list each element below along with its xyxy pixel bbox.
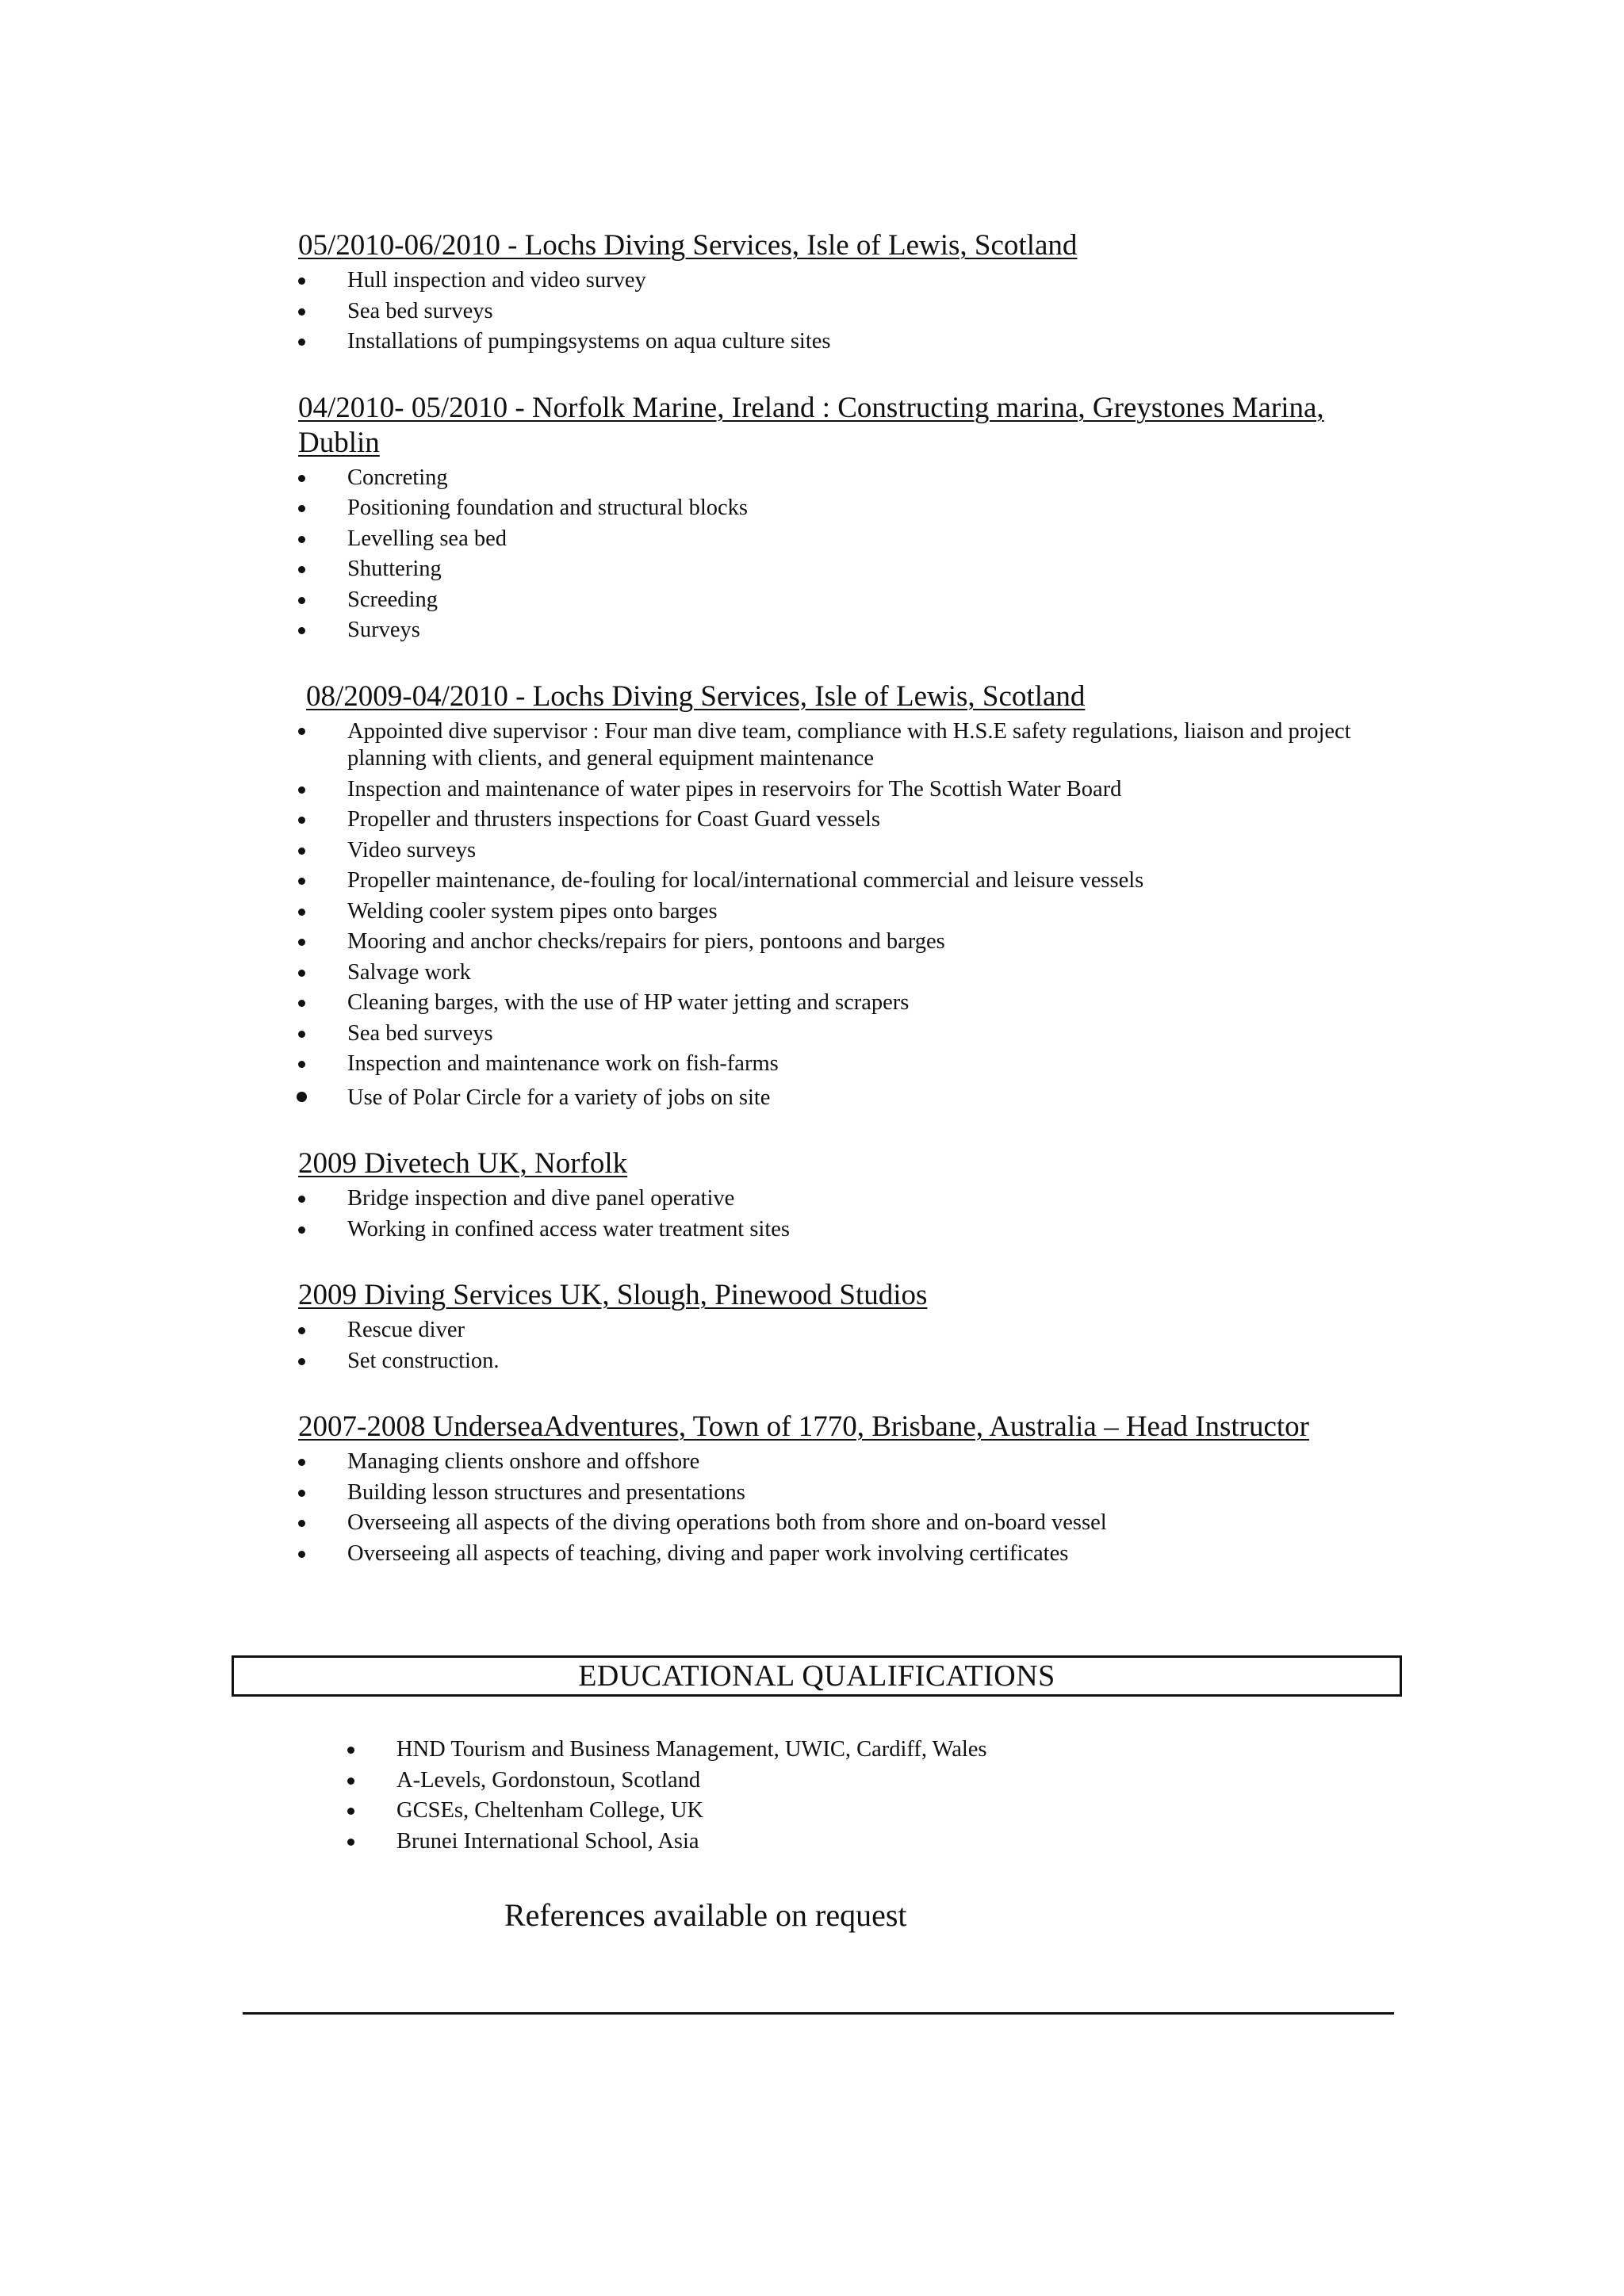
job-lochs-2009 [298, 679, 1385, 1114]
bullet-icon [298, 1196, 305, 1203]
bullet-icon [298, 339, 305, 346]
bullet-icon [298, 1520, 305, 1527]
bullet-icon [298, 536, 305, 543]
footer-divider [243, 2012, 1394, 2015]
bullet-icon [298, 786, 305, 794]
job-title: 2009 Diving Services UK, Slough, Pinewood Studios [298, 1279, 928, 1311]
list-item: Levelling sea bed [298, 524, 1385, 555]
list-item: Bridge inspection and dive panel operative [298, 1184, 1385, 1215]
list-item: Mooring and anchor checks/repairs for piers, pontoons and barges [298, 927, 1385, 958]
list-item: Working in confined access water treatment sites [298, 1215, 1385, 1246]
list-item: Concreting [298, 463, 1385, 494]
work-experience [298, 228, 1385, 1602]
list-item: Building lesson structures and presentations [298, 1478, 1385, 1509]
list-item: Salvage work [298, 958, 1385, 989]
education-items [347, 1735, 1299, 1857]
bullet-icon [298, 909, 305, 916]
list-item: Shuttering [298, 554, 1385, 585]
bullet-icon [298, 627, 305, 634]
bullet-icon [347, 1747, 354, 1754]
job-duties [298, 717, 1385, 1114]
list-item: GCSEs, Cheltenham College, UK [347, 1796, 1299, 1827]
list-item: Welding cooler system pipes onto barges [298, 897, 1385, 928]
list-item: HND Tourism and Business Management, UWIC, Cardiff, Wales [347, 1735, 1299, 1766]
job-lochs-2010 [298, 228, 1385, 358]
bullet-icon [298, 1327, 305, 1334]
job-norfolk-marine [298, 391, 1385, 646]
job-title: 2009 Divetech UK, Norfolk [298, 1147, 628, 1180]
bullet-icon [298, 1551, 305, 1558]
list-item: Surveys [298, 615, 1385, 646]
list-item: Appointed dive supervisor : Four man dive team, compliance with H.S.E safety regulations, liaison and project planning with clients, and general equipment maintenance [298, 717, 1385, 775]
bullet-icon [298, 1490, 305, 1497]
bullet-icon [347, 1777, 354, 1785]
job-duties [298, 1447, 1385, 1569]
bullet-icon [298, 475, 305, 482]
bullet-icon [298, 1459, 305, 1466]
list-item: Video surveys [298, 836, 1385, 867]
education-heading: EDUCATIONAL QUALIFICATIONS [232, 1655, 1402, 1697]
list-item: Sea bed surveys [298, 1019, 1385, 1050]
list-item: Overseeing all aspects of teaching, diving and paper work involving certificates [298, 1539, 1385, 1570]
list-item: Cleaning barges, with the use of HP water jetting and scrapers [298, 988, 1385, 1019]
bullet-icon [298, 308, 305, 316]
job-divetech [298, 1146, 1385, 1245]
job-title: 08/2009-04/2010 - Lochs Diving Services, Isle of Lewis, Scotland [306, 679, 1086, 713]
job-duties [298, 1184, 1385, 1245]
job-title: 05/2010-06/2010 - Lochs Diving Services, Isle of Lewis, Scotland [298, 229, 1078, 262]
list-item: Managing clients onshore and offshore [298, 1447, 1385, 1478]
list-item: Installations of pumpingsystems on aqua culture sites [298, 327, 1385, 358]
job-duties [298, 1315, 1385, 1376]
bullet-icon [298, 277, 305, 285]
list-item: Screeding [298, 585, 1385, 616]
bullet-icon [298, 566, 305, 573]
bullet-icon [298, 939, 305, 946]
bullet-icon [298, 1226, 305, 1234]
list-item: Overseeing all aspects of the diving operations both from shore and on-board vessel [298, 1508, 1385, 1539]
bullet-icon [298, 1061, 305, 1068]
list-item: Brunei International School, Asia [347, 1827, 1299, 1858]
bullet-icon [298, 817, 305, 824]
bullet-icon [298, 505, 305, 512]
list-item: Use of Polar Circle for a variety of jobs on site [298, 1080, 1385, 1114]
bullet-icon [298, 878, 305, 885]
bullet-icon [298, 1358, 305, 1365]
bullet-icon [298, 970, 305, 977]
education-list [347, 1735, 1299, 1857]
list-item: Set construction. [298, 1346, 1385, 1377]
list-item: Propeller maintenance, de-fouling for local/international commercial and leisure vessels [298, 866, 1385, 897]
list-item: Sea bed surveys [298, 297, 1385, 327]
references-note: References available on request [504, 1897, 907, 1933]
job-diving-services-uk [298, 1278, 1385, 1376]
bullet-icon [298, 1000, 305, 1007]
bullet-icon [298, 728, 305, 735]
bullet-icon [297, 1092, 307, 1102]
bullet-icon [298, 597, 305, 604]
job-title: 2007-2008 UnderseaAdventures, Town of 1770, Brisbane, Australia – Head Instructor [298, 1410, 1310, 1443]
list-item: Rescue diver [298, 1315, 1385, 1346]
bullet-icon [298, 1031, 305, 1038]
list-item: A-Levels, Gordonstoun, Scotland [347, 1766, 1299, 1797]
job-duties [298, 266, 1385, 358]
bullet-icon [298, 848, 305, 855]
job-title: 04/2010- 05/2010 - Norfolk Marine, Ireland : Constructing marina, Greystones Marina, Dublin [298, 391, 1324, 459]
list-item: Inspection and maintenance of water pipes in reservoirs for The Scottish Water Board [298, 775, 1385, 806]
list-item: Inspection and maintenance work on fish-farms [298, 1049, 1385, 1080]
job-undersea-adventures [298, 1410, 1385, 1569]
list-item: Propeller and thrusters inspections for Coast Guard vessels [298, 805, 1385, 836]
list-item: Positioning foundation and structural blocks [298, 493, 1385, 524]
bullet-icon [347, 1839, 354, 1846]
job-duties [298, 463, 1385, 646]
bullet-icon [347, 1808, 354, 1815]
list-item: Hull inspection and video survey [298, 266, 1385, 297]
